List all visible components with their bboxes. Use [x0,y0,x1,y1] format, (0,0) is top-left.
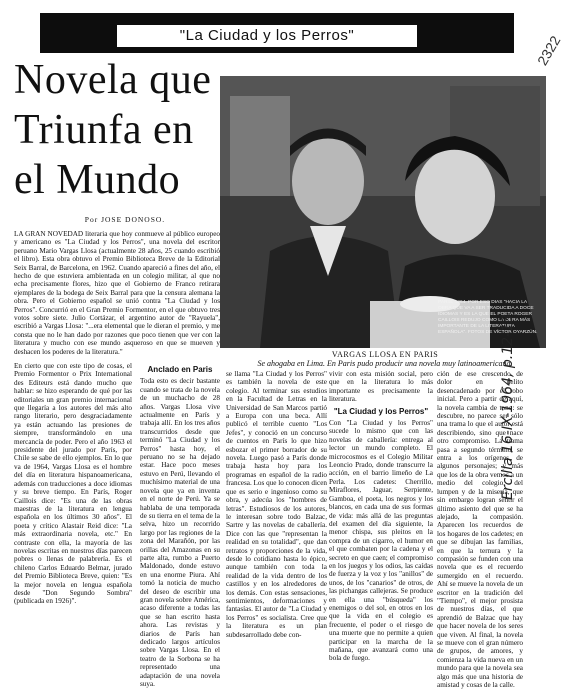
body-column-1: En cierto que con este tipo de cosas, el Premio Formentor o Prix International des Editeurs está dando mucho que hablar: se hizo esperando de qué por las editoriales un gran premio internacional que llegaría a los autores del más alto rango literario, pero desgraciadamente ya están actuando las presiones de siempre, transformándolo en una mercancía de poder. Pero el año 1963 el presidente del jurado por París, por Chile se sabe de ello ejemplos. En lo que va de 1964, Vargas Llosa es el hombre del día en literatura hispanoamericana, además con traducciones a doce idiomas y su breve tiempo. En París, Roger Caillois dice: "Es una de las obras maestras de la literatura en lengua española en los últimos 30 años". El poeta y crítico Alastair Reid dice: "La más extraordinaria novela, etc." En contraste con ella, la mayoría de las novelas escritas en nuestros días parecen pobres o llenas de palabrería. Es el chileno Carlos Eduardo Belmar, jurado del Premio Biblioteca Breve, quien: "Es la mejor novela en lengua española desde "Don Segundo Sombra" (publicada en 1926)". [14,362,132,606]
body-column-4-intro: vivir con esta misión social, pero que en la literatura lo más importante es precisamente la literatura. [329,370,433,404]
body-column-3: se llama "La Ciudad y los Perros" es también la novela de este colegio. Al terminar sus estudios en la Facultad de Letras en la Universidad de San Marcos partió a Europa con una beca. Allí publicó el terrible cuento "Los Jefes", y conoció en un concurso de cuentos en París lo que hizo esbozar el primer borrador de su novela. Luego pasó a París donde trabaja hasta hoy para los programas en español de la radio francesa. Los que lo conocen dicen que es serio e ingenioso como su obra, y adecúa los "hombres de letras". Estudiosos de los autores, le interesan sobre todo Balzac, Sartre y las novelas de caballería. Dice con las que "representan la realidad en su totalidad", que dan retratos y proporciones de la vida, desde lo cotidiano hasta lo épico, aunque también con toda la realidad de la vida dentro de los castillos y en los alrededores de los demás. Con estas sensaciones, sentimientos, deformaciones y fantasías. El autor de "La Ciudad y los Perros" es socialista. Cree que la literatura es un plan subdesarrollado debe con- [226,370,327,639]
photo-caption-title: VARGAS LLOSA EN PARIS [331,350,439,359]
handwritten-archive-note: Ercilla 16-IX-1964, p.12-13 [500,314,516,500]
byline: Por JOSE DONOSO. [84,215,166,224]
headline-line-1: Novela que [14,57,212,103]
subhead-anclado: Anclado en Paris [147,365,213,374]
subhead-ciudad-perros: "La Ciudad y los Perros" [333,406,429,416]
lede-paragraph: LA GRAN NOVEDAD literaria que hoy conmueve al público europeo y americano es "La Ciudad y los Perros", una novela del escritor peruano Mario Vargas Llosa (actualmente 28 años, 25 cuando escribió el libro). Esta obra obtuvo el Premio Biblioteca Breve de la Editorial Seix Barral, de Barcelona, en 1962. Cuando apareció a fines del año, el hecho de que estuviera ambientada en un colegio militar, al que no echa precisamente flores, hizo que el Gobierno de Franco retirara ejemplares de la bodega de Seix Barral para que la censura alemana la obra. Pero el Gobierno español se unió contra "La Ciudad y los Perros". Concurrió en el Gran Premio Formentor, en el que obtuvo tres votos sobre siete. Julio Cortázar, el argentino autor de "Rayuela", escribió a Vargas Llosa: "...era elemental que le dieran el premio, y me consta que no le han dado por razones que poco tienen que ver con la literatura y mucho con ese mundo asqueroso en que se mueven y deshacen los poderes de la literatura." [14,230,220,356]
body-column-5: ción de ese crescendo de dolor en delito desencadenado por el robo inicial. Pero a partir de aquí, la novela cambia de tono: se descubre, no parece ser sólo una trama lo que el autor está describiendo, sino que nace otro compromiso. La trama pasa a segundo término, se entra a los orígenes de algunos personajes; y más que los de la obra vemos a un medio del colegio, del lumpen y de la miseria, que sin embargo logran sentir el último asiento del que se ha alejado, la compasión. Aparecen los recuerdos de los hogares de los cadetes; en que se dibujan las familias, en que la ternura y la compasión se funden con una novela que es el recuerdo sumergido en el recuerdo. Ahí se mueve la novela de un escritor en la tradición del "Tiempo", el mejor prosista de nuestros días, el que aprendió de Balzac que hay que hacer novela de los seres que viven. Al final, la novela se mueve con el gran número de grupos, de amores, y comienza la vida nueva en un mundo para que la novela sea algo más que una historia de amistad y cosas de la calle. [437,370,523,689]
body-column-2 [140,362,220,689]
headline-line-3: el Mundo [14,157,181,203]
body-column-2-text: Toda esto es decir bastante cuando se trata de la novela de un muchacho de 28 años. Vargas Llosa vive actualmente en París y trabaja allí. En los tres años transcurridos desde que terminó "La Ciudad y los Perros" hasta hoy, el peruano no se ha dejado estar. Hace poco meses estuvo en Perú, llevando el muchísimo material de una novela que ya en inventa en el norte de Perú. Ya se hablaba de una temporada de su tierra en el tema de la selva, hizo un recorrido largo por las regiones de la zona del Marañón, por las orillas del Amazonas en su parte alta, rumbo a Puerto Maldonado, donde estuvo en una enorme Piura. Ahí tomó la noticia de mucho del deseo de escribir una gran novela sobre América, acaso diferente a todas las que se han escrito hasta ahora. Las revistas y diarios de París han dedicado largos artículos sobre Vargas Llosa. En el teatro de la Sorbona se ha representado una adaptación de una novela suya. [140,377,220,689]
headline-line-2: Triunfa en [14,107,194,153]
photo-caption-text: Se ahogaba en Lima. En Paris pudo producir una novela muy latinoamericana. [257,359,513,368]
section-title: "La Ciudad y los Perros" [117,25,417,47]
body-column-4-text: Con "La Ciudad y los Perros" sucede lo mismo que con las novelas de caballería: entrega al lector un mundo completo. El microcosmos es el Colegio Militar Leoncio Prado, donde transcurre la acción, en el barrio limeño de La Perla. Los cadetes: Cherrillo, Miraflores, Jaguar, Serpiente, Gamboa, el poeta, los negros y los blancos, en cada una de sus formas de vida: más allá de las preguntas del examen del día siguiente, la menor chispa, sus pleitos en la compra de un cigarro, el humor en el que combaten por la cadena y el secreto en que caen; el compromiso en los juegos y los odios, las caídas de fuerza y la voz y los "anillos" de unos, de los "canarios" de otros, de las pichangas callejeras. Se produce en ella una "búsqueda" los enemigos o del sol, en otros en los que la vida en el colegio es frecuente, el poder o el riesgo de una muerte que no permite a quien participar en la marcha de la mañana, que avanzará como una bola de fuego. [329,419,433,663]
margin-number: 2322 [534,33,563,68]
photo-inset-caption: PARIS, 1964. POR ESO DIAS "HACIA LA OBRA QUE VA A SER TRADUCIDA A DOCE IDIOMAS Y ES LA QUE EL POETA ROGER CAILLOIS REDUJO COMO LA OBRA MÁS IMPORTANTE DE LA LITERATURA ESPAÑOLA". FOTOS DE VÍCTOR OYARZÚN. [438,300,538,335]
headline [14,55,214,205]
body-column-4 [329,370,433,663]
photo-caption [226,350,544,368]
